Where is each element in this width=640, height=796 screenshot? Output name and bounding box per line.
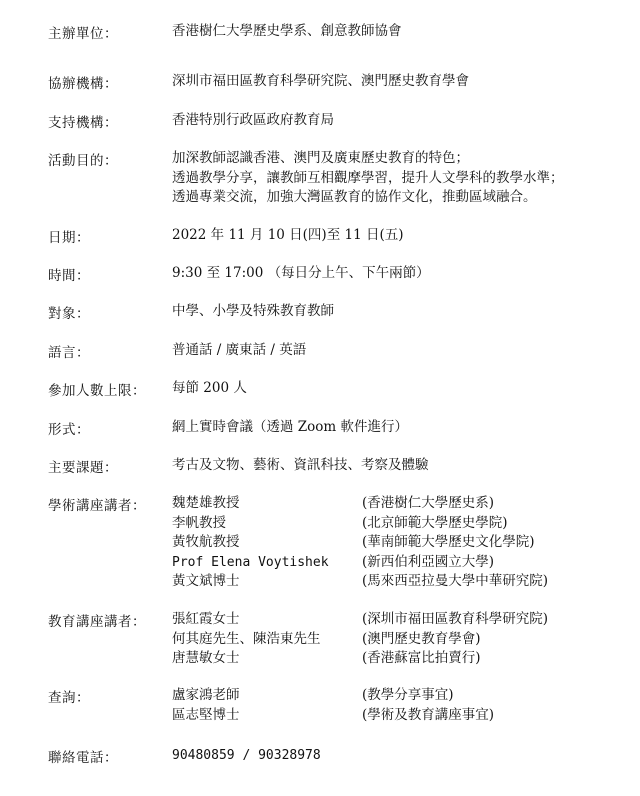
speaker-affiliation: (華南師範大學歷史文化學院) — [362, 534, 535, 550]
education-speakers-label: 教育講座講者： — [48, 614, 146, 630]
speaker-entry — [172, 610, 602, 630]
supporter-label: 支持機構： — [48, 115, 118, 131]
speaker-entry — [172, 494, 602, 514]
topics-label: 主要課題： — [48, 460, 118, 476]
phone-value: 90480859 / 90328978 — [172, 748, 321, 763]
speaker-name: Prof Elena Voytishek — [172, 554, 329, 570]
objective-line: 透過教學分享，讓教師互相觀摩學習，提升人文學科的教學水準； — [172, 169, 564, 186]
audience-value: 中學、小學及特殊教育教師 — [172, 303, 334, 319]
phone-label: 聯絡電話： — [48, 750, 118, 766]
objectives-label: 活動目的： — [48, 153, 118, 169]
speaker-name: 張紅霞女士 — [172, 611, 240, 627]
speaker-affiliation: (馬來西亞拉曼大學中華研究院) — [362, 573, 549, 589]
education-speakers-list — [172, 610, 602, 669]
objective-line: 加深教師認識香港、澳門及廣東歷史教育的特色； — [172, 150, 469, 166]
speaker-name: 黃牧航教授 — [172, 534, 240, 550]
enquiry-label: 查詢： — [48, 690, 90, 706]
academic-speakers-label: 學術講座講者： — [48, 498, 146, 514]
contact-name: 盧家鴻老師 — [172, 687, 240, 703]
language-label: 語言： — [48, 345, 90, 361]
speaker-name: 黃文斌博士 — [172, 573, 240, 589]
organizer-value: 香港樹仁大學歷史學系、創意教師協會 — [172, 23, 402, 39]
topics-value: 考古及文物、藝術、資訊科技、考察及體驗 — [172, 457, 429, 473]
speaker-affiliation: (香港樹仁大學歷史系) — [362, 495, 495, 511]
format-label: 形式： — [48, 422, 90, 438]
enquiry-list — [172, 686, 602, 725]
contact-role: (學術及教育講座事宜) — [362, 706, 495, 723]
language-value: 普通話 / 廣東話 / 英語 — [172, 342, 307, 358]
speaker-name: 魏楚雄教授 — [172, 495, 240, 511]
contact-name: 區志堅博士 — [172, 706, 240, 723]
contact-role: (教學分享事宜) — [362, 687, 454, 703]
time-label: 時間： — [48, 268, 90, 284]
speaker-affiliation: (北京師範大學歷史學院) — [362, 514, 508, 531]
co-organizer-label: 協辦機構： — [48, 76, 118, 92]
speaker-affiliation: (香港蘇富比拍賣行) — [362, 650, 481, 666]
co-organizer-value: 深圳市福田區教育科學研究院、澳門歷史教育學會 — [172, 73, 469, 89]
speaker-affiliation: (新西伯利亞國立大學) — [362, 553, 495, 570]
contact-entry — [172, 686, 602, 706]
speaker-entry — [172, 533, 602, 553]
speaker-name: 何其庭先生、陳浩東先生 — [172, 630, 321, 647]
speaker-entry — [172, 572, 602, 592]
academic-speakers-list — [172, 494, 602, 592]
speaker-affiliation: (澳門歷史教育學會) — [362, 630, 481, 647]
date-value: 2022 年 11 月 10 日(四)至 11 日(五) — [172, 227, 404, 243]
speaker-affiliation: (深圳市福田區教育科學研究院) — [362, 611, 549, 627]
speaker-name: 李帆教授 — [172, 514, 226, 531]
date-label: 日期： — [48, 230, 90, 246]
speaker-entry — [172, 514, 602, 534]
capacity-value: 每節 200 人 — [172, 380, 247, 396]
speaker-name: 唐慧敏女士 — [172, 650, 240, 666]
time-value: 9:30 至 17:00 （每日分上午、下午兩節） — [172, 265, 430, 281]
objective-line: 透過專業交流，加強大灣區教育的協作文化，推動區域融合。 — [172, 189, 537, 205]
supporter-value: 香港特別行政區政府教育局 — [172, 112, 334, 128]
organizer-label: 主辦單位： — [48, 26, 118, 42]
speaker-entry — [172, 553, 602, 573]
capacity-label: 參加人數上限： — [48, 383, 146, 399]
speaker-entry — [172, 630, 602, 650]
audience-label: 對象： — [48, 306, 90, 322]
contact-entry — [172, 706, 602, 726]
objectives-list — [172, 149, 564, 208]
format-value: 網上實時會議（透過 Zoom 軟件進行） — [172, 419, 409, 435]
speaker-entry — [172, 649, 602, 669]
